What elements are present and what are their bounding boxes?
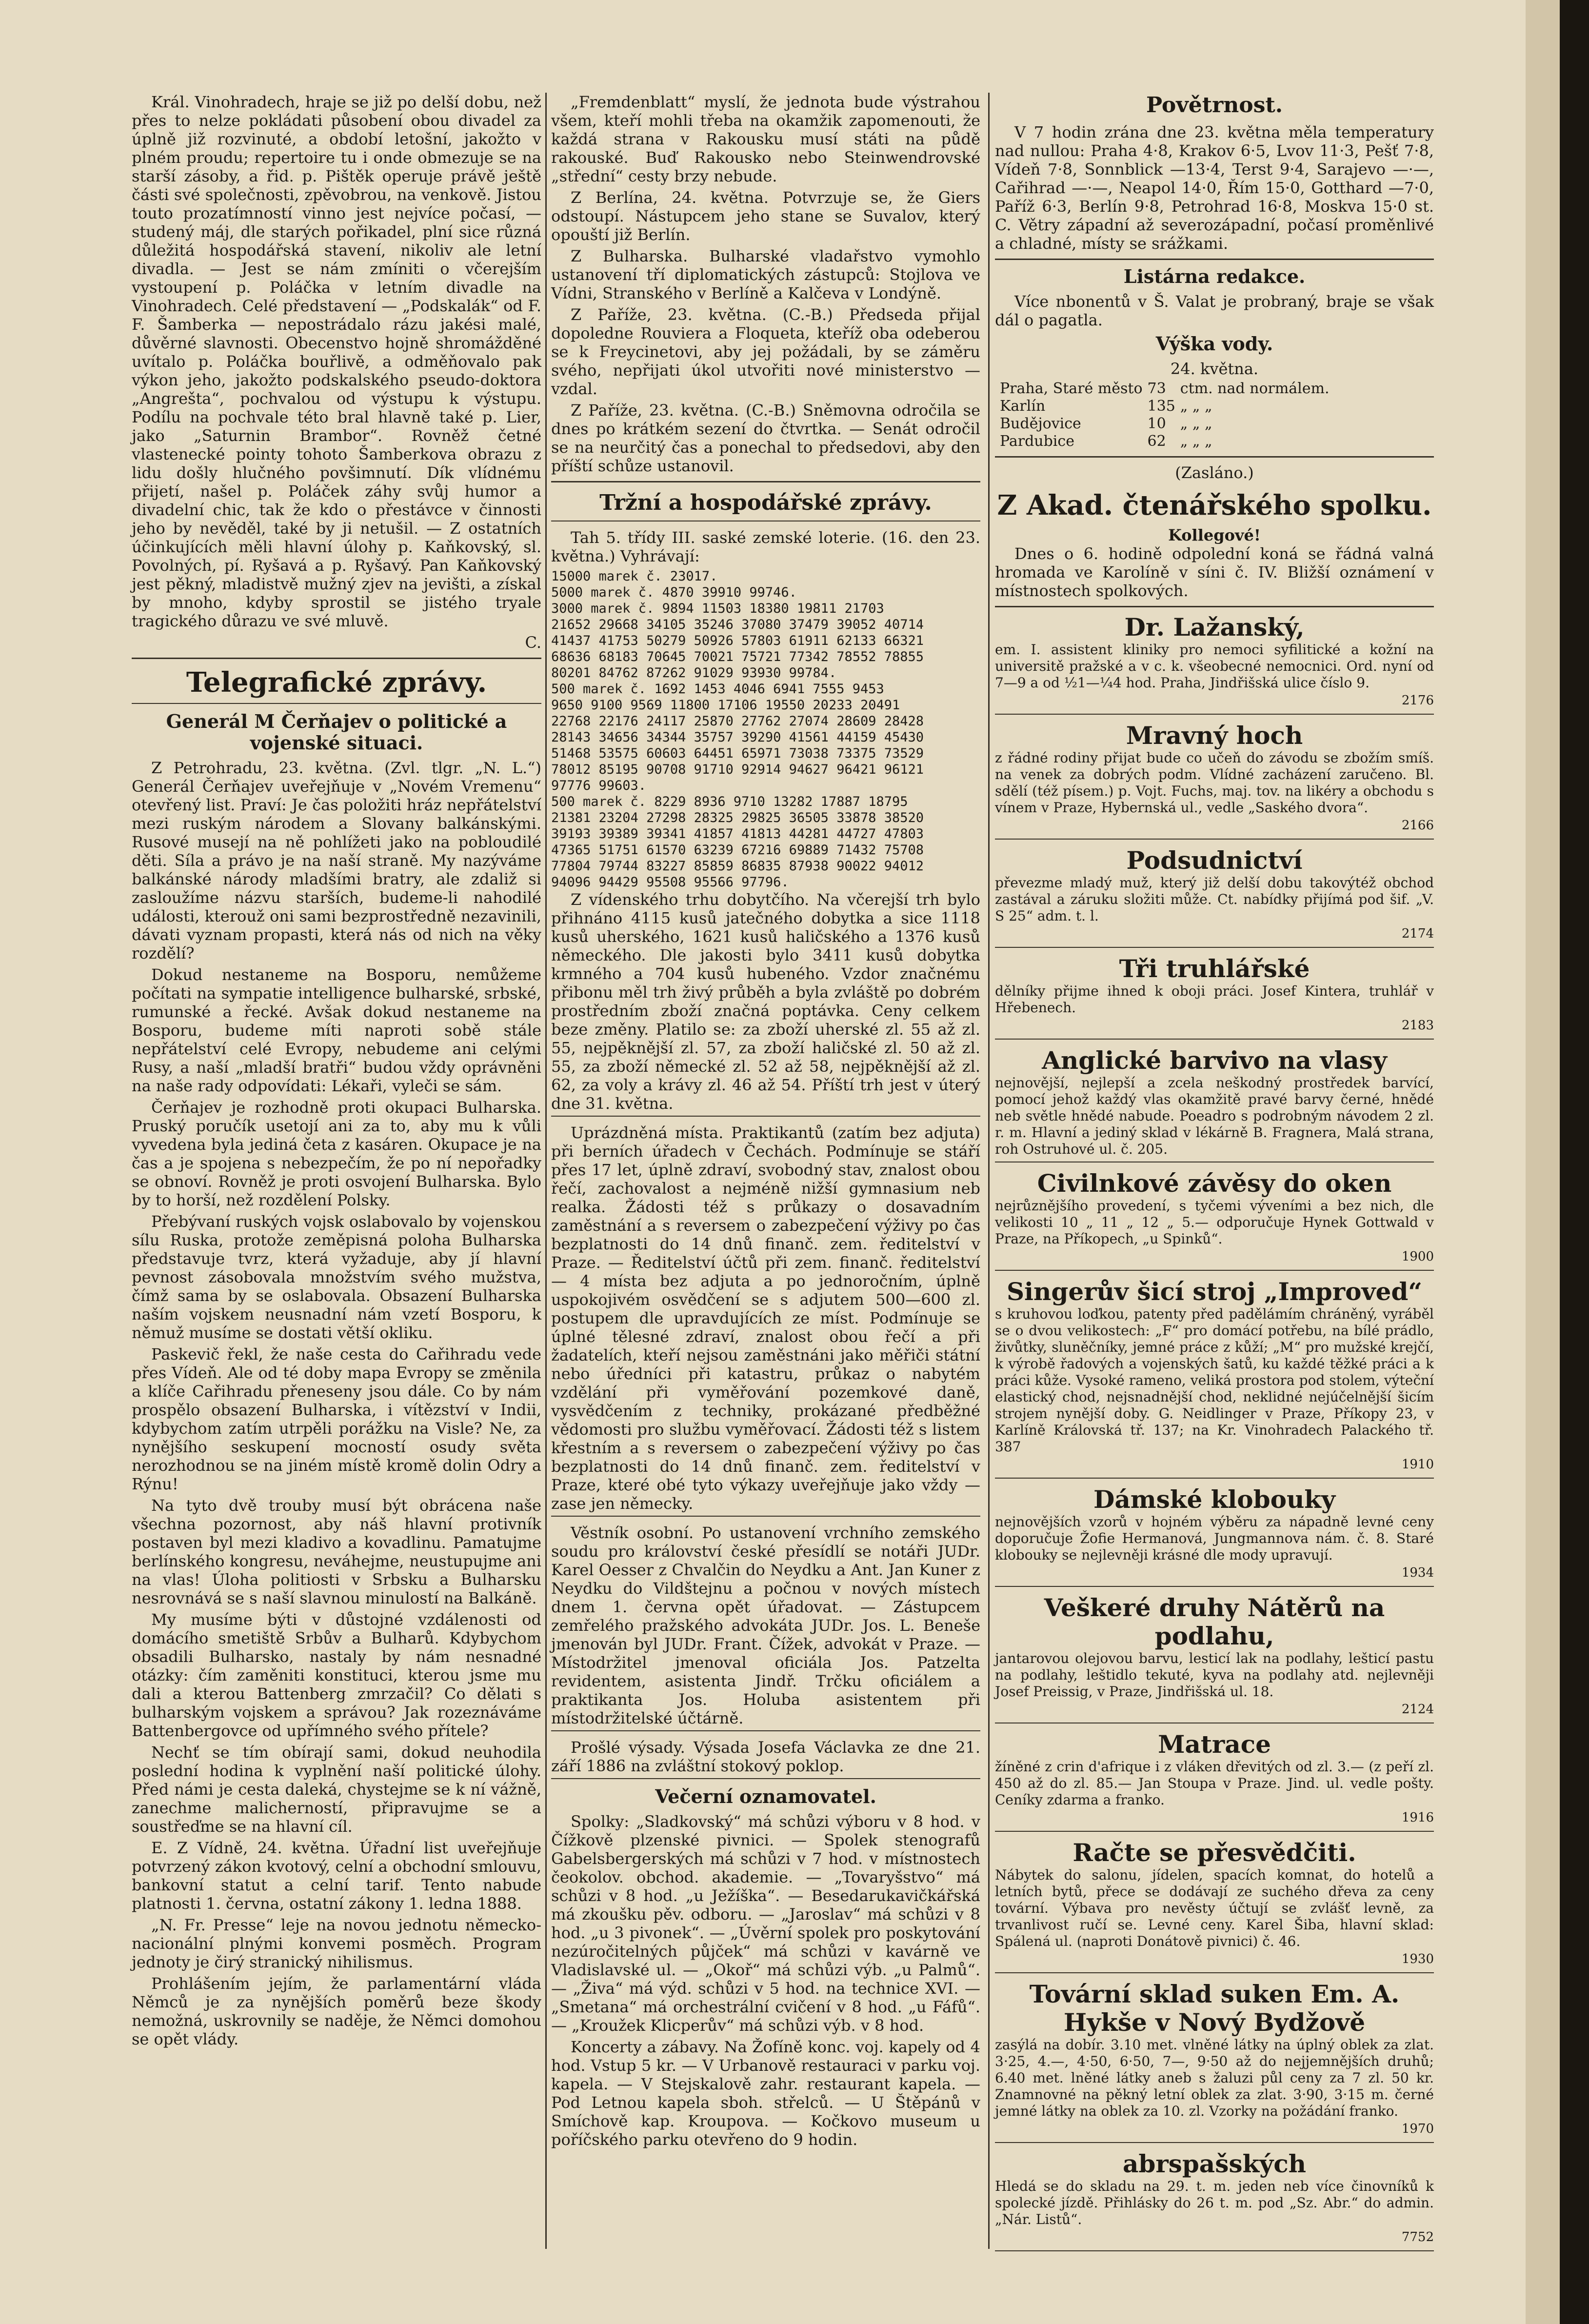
advertisement-text: nejnovějších vzorů v hojném výběru za nápadně levné ceny doporučuje Žofie Hermanová, Jungmannova nám. č. 8. Staré klobouky se nejlevněji krásné dle mody upravují. — [995, 1514, 1434, 1563]
advertisement-title: Dr. Lažanský, — [1124, 613, 1305, 641]
evening-paragraph: Koncerty a zábavy. Na Žofíně konc. voj. kapely od 4 hod. Vstup 5 kr. — V Urbanově restauraci v parku voj. kapela. — V Stejskalově zahr. restaurant kapela. — Pod Letnou kapela sboh. střelců. — U Štěpánů v Smíchově kap. Kroupova. — Kočkovo museum u poříčského parku otevřeno do 9 hodin. — [551, 2038, 980, 2149]
advertisement-number: 1900 — [1401, 1249, 1434, 1264]
advertisement — [995, 721, 1434, 835]
left-column — [132, 93, 541, 2051]
section-divider — [995, 1478, 1434, 1479]
lottery-line: 21652 29668 34105 35246 37080 37479 39052 40714 — [551, 617, 924, 632]
section-divider — [995, 714, 1434, 715]
lottery-line: 22768 22176 24117 25870 27762 27074 28609 28428 — [551, 714, 924, 729]
weather-report: V 7 hodin zrána dne 23. května měla temperatury nad nullou: Praha 4·8, Krakov 6·5, Lvov 11·3, Pešť 7·8, Vídeň 7·8, Sonnblick —13·4, Terst 9·4, Sarajevo —·—, Cařihrad —·—, Neapol 14·0, Řím 15·0, Gotthard —7·0, Paříž 6·3, Berlín 9·8, Petrohrad 16·8, Moskva 15·0 st. C. Větry západní až severozápadní, počasí proměnlivé a chladné, místy se srážkami. — [995, 123, 1434, 253]
section-divider — [132, 658, 541, 659]
advertisement — [995, 1594, 1434, 1719]
market-report: Z vídenského trhu dobytčího. Na včerejší trh bylo přihnáno 4115 kusů jatečného dobytka a sice 1118 kusů uherského, 1621 kusů haličského a 1376 kusů německého. Dle jakosti bylo 3411 kusů dobytka krmného a 704 kusů hubeného. Vzdor značnému přibonu měl trh živý průběh a byla zvláště po dobrém prostředním zboží značná poptávka. Ceny celkem beze změny. Platilo se: za zboží uherské zl. 55 až zl. 55, nejpěknější zl. 57, za zboží haličské zl. 50 až zl. 55, za zboží německé zl. 52 až 58, nejpěknější až zl. 62, za voly a krávy zl. 46 až 54. Příští trh jest v úterý dne 31. května. — [551, 890, 980, 1113]
section-divider — [551, 481, 980, 482]
lottery-line: 78012 85195 90708 91710 92914 94627 96421 96121 — [551, 762, 924, 777]
lottery-line: 21381 23204 27298 28325 29825 36505 33878 38520 — [551, 810, 924, 825]
section-divider — [995, 947, 1434, 948]
advertisement-text: em. I. assistent kliniky pro nemoci syfilitické a kožní na universitě pražské a v c. k. všeobecné nemocnici. Ord. nyní od 7—9 a od ½1—¼4 hod. Praha, Jindřišská ulice číslo 9. — [995, 641, 1434, 691]
market-heading: Tržní a hospodářské zprávy. — [599, 490, 932, 515]
telegraph-heading: Telegrafické zprávy. — [186, 666, 487, 699]
table-row: Budějovice 10 „ „ „ — [1000, 415, 1212, 432]
club-salutation: Kollegové! — [1168, 526, 1261, 544]
advertisements — [995, 613, 1434, 2251]
telegraph-paragraph: Nechť se tím obírají sami, dokud neuhodila poslední hodina k vyplnění naší politické úlohy. Před námi je cesta daleká, chystejme se k ní vážně, zanechme malicherností, připravujme se a soustřeďme se na hlavní cíl. — [132, 1743, 541, 1836]
middle-column — [551, 93, 980, 2152]
lottery-line: 500 marek č. 8229 8936 9710 13282 17887 18795 — [551, 794, 908, 809]
telegraph-paragraph: Prohlášením jejím, že parlamentární vláda Němců je za nynějších poměrů beze škody nemožná, uskrovnily se naděje, že Němci domohou se opět vlády. — [132, 1974, 541, 2048]
water-table — [1000, 380, 1334, 450]
evening-heading: Večerní oznamovatel. — [655, 1785, 876, 1807]
advertisement — [995, 1046, 1434, 1158]
section-divider — [995, 606, 1434, 607]
section-divider — [551, 1730, 980, 1731]
advertisement-number: 2174 — [1401, 926, 1434, 941]
vacancy-paragraph: Uprázdněná místa. Praktikantů (zatím bez adjuta) při berních úřadech v Čechách. Podmínuje se stáří přes 17 let, úplně zdraví, svobodný stav, znalost obou řečí, zachovalost a nejméně nižší gymnasium neb realka. Žádosti též s průkazy o dosavadním zaměstnání a s reversem o zabezpečení výživy po čas bezplatnosti do 14 dnů finanč. zem. ředitelství v Praze. — Ředitelství účtů při zem. finanč. ředitelství — 4 místa bez adjuta a po jednoročním, úplně uspokojivém osvědčení se s adjutem 500—600 zl. postupem dle upravdujících ze míst. Podmínuje se úplné tělesné zdraví, znalost obou řečí a při žadatelích, kteří nejsou zaměstnáni jako měřiči státní nebo úředníci při katastru, průkaz o nabytém vzdělání při vyměřování pozemkové daně, vysvědčením z techniky, prokázané předběžné vědomosti pro službu vyměřovací. Žádosti též s listem křestním a s reversem o zabezpečení výživy po čas bezplatnosti do 14 dnů finanč. zem. ředitelství v Praze, které obé tyto výkazy uveřejňuje jako vždy — zase jen německy. — [551, 1123, 980, 1513]
advertisement-title: Podsudnictví — [1126, 846, 1303, 875]
advertisement — [995, 1980, 1434, 2138]
water-heading: Výška vody. — [1155, 333, 1273, 355]
lottery-line: 97776 99603. — [551, 778, 647, 793]
advertisement-number: 2176 — [1401, 693, 1434, 708]
editor-heading: Listárna redakce. — [1123, 265, 1306, 287]
section-divider — [995, 1039, 1434, 1040]
advertisement-title: Tři truhlářské — [1119, 954, 1310, 983]
telegraph-paragraph: „N. Fr. Presse“ leje na novou jednotu německo-nacionální plnými konvemi posměch. Program jednoty je čirý stranický nihilismus. — [132, 1916, 541, 1971]
lottery-heading: Tah 5. třídy III. saské zemské loterie. (16. den 23. května.) Vyhrávají: — [551, 528, 980, 565]
advertisement — [995, 1730, 1434, 1827]
section-divider — [995, 839, 1434, 840]
advertisement-title: Račte se přesvědčiti. — [1073, 1838, 1356, 1867]
evening-paragraph: Spolky: „Sladkovský“ má schůzi výboru v 8 hod. v Čížkově plzenské pivnici. — Spolek stenografů Gabelsbergerských má schůzi v 7 hod. v místnostech čeokolov. obchod. akademie. — „Tovaryšstvo“ má schůzi v 8 hod. „u Ježíška“. — Besedarukavičkářská má zkoušku pěv. odboru. — „Jaroslav“ má schůzi v 8 hod. „u 3 pivonek“. — „Úvěrní spolek pro poskytování nezúročitelných půjček“ má schůzi v kavárně ve Vladislavské ul. — „Okoř“ má schůzi výb. „u Palmů“. — „Živa“ má výd. schůzi v 5 hod. na technice XVI. — „Smetana“ má orchestrální cvičení v 8 hod. „u Fáfů“. — „Kroužek Klicperův“ má schůzi výb. v 8 hod. — [551, 1812, 980, 2035]
section-divider — [995, 1586, 1434, 1587]
advertisement-text: Hledá se do skladu na 29. t. m. jeden neb více činovníků k spolecké jízdě. Přihlásky do 26 t. m. pod „Sz. Abr.“ do admin. „Nár. Listů“. — [995, 2178, 1434, 2227]
column-rule — [545, 93, 547, 2249]
club-notice: Dnes o 6. hodině odpolední koná se řádná valná hromada ve Karolíně v síni č. IV. Bližší oznámení v místnostech spolkových. — [995, 544, 1434, 600]
telegraph-paragraph: Přebývaní ruských vojsk oslabovalo by vojenskou sílu Ruska, protože zeměpisná poloha Bulharska představuje tvrz, která vyžaduje, aby jí hlavní pevnost zásobovala množstvím svého mužstva, čímž sama by se oslabovala. Obsazení Bulharska naším vojskem neusnadní nám vzetí Bosporu, k němuž musíme se dostati větší okliku. — [132, 1212, 541, 1342]
telegraph-paragraph: My musíme býti v důstojné vzdálenosti od domácího smetiště Srbův a Bulharů. Kdybychom obsadili Bulharsko, nastaly by nám nesnadné otázky: čím zaměniti konstituci, kterou jsme mu dali a kterou Battenberg zmrzačil? Co dělati s bulharským vojskem a správou? Jak rozeznáváme Battenbergovce od upřímného svého přítele? — [132, 1610, 541, 1740]
advertisement — [995, 2150, 1434, 2246]
column-rule — [988, 93, 990, 2249]
advertisement-number: 7752 — [1401, 2230, 1434, 2244]
section-divider — [551, 1116, 980, 1117]
scan-edge — [1526, 0, 1560, 2324]
advertisement-text: nejrůznějšího provedení, s tyčemi výveními a bez nich, dle velikosti 10 „ 11 „ 12 „ 5.— odporučuje Hynek Gottwald v Praze, na Příkopech, „u Spinků“. — [995, 1198, 1434, 1247]
staff-paragraph: Věstník osobní. Po ustanovení vrchního zemského soudu pro království české přesídlí se notáři JUDr. Karel Oesser z Chvalčin do Neydku a Ant. Jan Kuner z Neydku do Vildštejnu a počnou v nových místech dnem 1. června opět úřadovat. — Zástupcem zemřelého pražského advokáta JUDr. Jos. L. Beneše jmenován byl JUDr. Frant. Čížek, advokát v Praze. — Místodržitel jmenoval oficiála Jos. Patzelta revidentem, asistenta Jindř. Trčku oficiálem a praktikanta Jos. Holuba asistentem při místodržitelské účtárně. — [551, 1523, 980, 1727]
advertisement-number: 1910 — [1401, 1457, 1434, 1472]
advertisement-number: 1916 — [1401, 1810, 1434, 1825]
advertisement — [995, 1278, 1434, 1474]
zaslano-label: (Zasláno.) — [1175, 463, 1254, 482]
advertisement — [995, 955, 1434, 1035]
lottery-line: 39193 39389 39341 41857 41813 44281 44727 47803 — [551, 826, 924, 841]
advertisement — [995, 846, 1434, 943]
advertisement-number: 2183 — [1401, 1018, 1434, 1033]
lottery-line: 47365 51751 61570 63239 67216 69889 71432 75708 — [551, 842, 924, 858]
lottery-line: 28143 34656 34344 35757 39290 41561 44159 45430 — [551, 730, 924, 745]
scan-border — [1560, 0, 1589, 2324]
advertisement-title: abrspašských — [1122, 2149, 1306, 2178]
advertisement-number: 2166 — [1401, 818, 1434, 833]
telegraph-paragraph: Dokud nestaneme na Bosporu, nemůžeme počítati na sympatie intelligence bulharské, srbské, rumunské a řecké. Avšak dokud nestaneme na Bosporu, budeme míti naproti sobě stále nepřátelství celé Evropy, nebudeme ani celými Rusy, a naší „mladší bratři“ budou vždy oprávněni na naše rady odpovídati: Lékaři, vyleči se sám. — [132, 965, 541, 1095]
lottery-line: 41437 41753 50279 50926 57803 61911 62133 66321 — [551, 633, 924, 648]
advertisement-text: dělníky přijme ihned k oboji práci. Josef Kintera, truhlář v Hřebenech. — [995, 983, 1434, 1016]
advertisement-text: zasýlá na dobír. 3.10 met. vlněné látky na úplný oblek za zlat. 3·25, 4.—, 4·50, 6·50, 7—, 9·50 až do nejjemnějších druhů; 6.40 met. lněné látky aneb s žaluzi půl ceny za 7 zl. 50 kr. Znamnovné na pěkný letní oblek za zlat. 3·90, 3·15 m. černé jemné látky na oblek za 10. zl. Vzorky na požádání franko. — [995, 2037, 1434, 2119]
advertisement-number: 1970 — [1401, 2122, 1434, 2136]
advertisement-title: Dámské klobouky — [1093, 1485, 1336, 1514]
lottery-results — [551, 568, 980, 890]
advertisement — [995, 1169, 1434, 1266]
table-row: Pardubice 62 „ „ „ — [1000, 433, 1212, 450]
politics-paragraph: Z Bulharska. Bulharské vladařstvo vymohlo ustanovení tří diplomatických zástupců: Stojlova ve Vídni, Stranského v Berlíně a Kalčeva v Londýně. — [551, 247, 980, 302]
water-date: 24. května. — [1170, 360, 1259, 378]
advertisement-title: Anglické barvivo na vlasy — [1042, 1046, 1387, 1075]
advertisement-number: 1934 — [1401, 1565, 1434, 1580]
politics-paragraph: Z Paříže, 23. května. (C.-B.) Předseda přijal dopoledne Rouviera a Floqueta, kteříž oba odeberou se k Freycinetovi, aby jej požádali, by se záměru svého, nepřijati úkol utvořiti nové ministerstvo — vzdal. — [551, 305, 980, 398]
advertisement-title: Tovární sklad suken Em. A. Hykše v Nový Bydžově — [1029, 1980, 1400, 2037]
lottery-line: 68636 68183 70645 70021 75721 77342 78552 78855 — [551, 649, 924, 664]
advertisement-text: z řádné rodiny přijat bude co učeň do závodu se zbožím smíš. na venek za dobrých podm. Vlídné zacházení zaručeno. Bl. sdělí (též písem.) p. Vojt. Fuchs, maj. tov. na likéry a obchodu s vínem v Praze, Hybernská ul., vedle „Saského dvora“. — [995, 750, 1434, 816]
section-divider — [995, 1831, 1434, 1832]
lottery-line: 80201 84762 87262 91029 93930 99784. — [551, 665, 837, 681]
politics-paragraph: Z Paříže, 23. května. (C.-B.) Sněmovna odročila se dnes po krátkém sezení do čtvrtka. — Senát odročil se na neurčitý čas a ponechal to předsedovi, aby den příští schůze ustanovil. — [551, 401, 980, 475]
politics-paragraph: „Fremdenblatt“ myslí, že jednota bude výstrahou všem, kteří mohli třeba na okamžik zapomenouti, že každá strana v Rakousku musí státi na půdě rakouské. Buď Rakousko nebo Steinwendrovské „střední“ cesty brzy nebude. — [551, 93, 980, 185]
telegraph-paragraph: Čerňajev je rozhodně proti okupaci Bulharska. Pruský poručík usetojí ani za to, aby mu k vůli vyvedena byla jediná četa z kasáren. Okupace je na čas a je spojena s nebezpečím, že po ní nepořadky se obnoví. Rovněž je proti osvojení Bulharska. Bylo by to horší, než rozdělení Polsky. — [132, 1098, 541, 1209]
lottery-line: 9650 9100 9569 11800 17106 19550 20233 20491 — [551, 698, 900, 713]
theatre-signature: C. — [525, 633, 541, 652]
lottery-line: 3000 marek č. 9894 11503 18380 19811 21703 — [551, 601, 884, 616]
advertisement-text: žíněné z crin d'afrique i z vláken dřevitých od zl. 3.— (z peří zl. 450 až do zl. 85.— Jan Stoupa v Praze. Jind. ul. vedle pošty. Ceníky zdarma a franko. — [995, 1759, 1434, 1808]
theatre-report: Král. Vinohradech, hraje se již po delší dobu, než přes to nelze pokládati působení obou divadel za úplně již rozvinuté, a období letošní, jakožto v plném proudu; repertoire tu i onde obmezuje se na starší zásoby, a řid. p. Pištěk operuje právě ještě části své společnosti, zpěvobrou, na venkově. Jistou touto prozatímností vinno jest nejvíce počasí, — studený máj, dle starých pořikadel, plní sice různá důležitá hospodářská stavení, nikoliv ale letní divadla. — Jest se nám zmíniti o včerejším vystoupení p. Poláčka v letním divadle na Vinohradech. Celé představení — „Podskalák“ od F. F. Šamberka — nepostrádalo rázu jakési malé, důvěrné slavnosti. Obecenstvo hojně shromážděné uvítalo p. Poláčka bouřlivě, a odměňovalo pak výkon jeho, jakožto podskalského pseudo-doktora „Angrešta“, pochvalou od výstupu k výstupu. Podílu na pochvale této bral hlavně také p. Lier, jako „Saturnin Brambor“. Rovněž četné vlastenecké pointy tohoto Šamberkova obrazu z lidu došly hlučného povšimnutí. Dík vlídnému přijetí, našel p. Poláček záhy svůj humor a divadelní chic, tak že kdo o přestávce v činnosti jeho by nevěděl, také by ji netušil. — Z ostatních účinkujících měli hlavní úlohy p. Kaňkovský, sl. Povolných, pí. Ryšavá a p. Ryšavý. Pan Kaňkovský jest pěkný, mladistvě mužný zjev na jevišti, a získal by mnoho, kdyby sprostil se jistého tryale tragického důrazu ve své mluvě. — [132, 93, 541, 630]
lottery-line: 15000 marek č. 23017. — [551, 569, 718, 584]
lottery-line: 51468 53575 60603 64451 65971 73038 73375 73529 — [551, 746, 924, 761]
politics-paragraph: Z Berlína, 24. května. Potvrzuje se, že Giers odstoupí. Nástupcem jeho stane se Suvalov, který opouští již Berlín. — [551, 188, 980, 244]
weather-heading: Povětrnost. — [1146, 93, 1283, 118]
editor-note: Více nbonentů v Š. Valat je probraný, braje se však dál o pagatla. — [995, 292, 1434, 329]
telegraph-subheading: Generál M Čerňajev o politické a vojenské situaci. — [166, 710, 507, 754]
advertisement-number: 1930 — [1401, 1952, 1434, 1966]
advertisement-text: nejnovější, nejlepší a zcela neškodný prostředek barvící, pomocí jehož každý vlas okamžitě pravé barvy černé, hnědé neb světle hnědé nabude. Poeadro s podrobným návodem 2 zl. r. m. Hlavní a jediný sklad v lékárně B. Fragnera, Malá strana, roh Ostruhové ul. č. 205. — [995, 1075, 1434, 1157]
advertisement-text: převezme mladý muž, který již delší dobu takovýtéž obchod zastával a záruku složiti může. Ct. nabídky přijímá pod šif. „V. S 25“ adm. t. l. — [995, 875, 1434, 924]
lottery-line: 77804 79744 83227 85859 86835 87938 90022 94012 — [551, 859, 924, 874]
advertisement-number: 2124 — [1401, 1702, 1434, 1717]
right-column — [995, 93, 1434, 2258]
section-divider — [995, 259, 1434, 260]
advertisement-title: Singerův šicí stroj „Improved“ — [1006, 1277, 1423, 1306]
advertisement — [995, 1485, 1434, 1582]
telegraph-paragraph: Paskevič řekl, že naše cesta do Cařihradu vede přes Vídeň. Ale od té doby mapa Evropy se změnila a klíče Cařihradu přeneseny jsou dále. Co by nám prospělo obsazení Bulharska, i vítězství v Indii, kdybychom zatím utrpěli porážku na Visle? Ne, za nynějšího seskupení mocností osudy světa nerozhodnou se na jiném místě kromě dolin Odry a Rýnu! — [132, 1345, 541, 1493]
advertisement — [995, 1839, 1434, 1968]
section-divider — [551, 1516, 980, 1517]
advertisement-title: Civilnkové závěsy do oken — [1037, 1169, 1392, 1198]
lapsed-paragraph: Prošlé výsady. Výsada Josefa Václavka ze dne 21. září 1886 na zvláštní stokový poklop. — [551, 1738, 980, 1775]
section-divider — [995, 2250, 1434, 2251]
lottery-line: 500 marek č. 1692 1453 4046 6941 7555 9453 — [551, 681, 884, 697]
table-row: Praha, Staré město 73 ctm. nad normálem. — [1000, 380, 1330, 397]
telegraph-paragraph: Na tyto dvě trouby musí být obrácena naše všechna pozornost, aby náš hlavní protivník postaven byl mezi kladivo a kovadlinu. Pamatujme berlínského kongresu, neváhejme, neustupujme ani na vlas! Úloha politiosti v Srbsku a Bulharsku nesrovnává se s naší slavnou minulostí na Balkáně. — [132, 1496, 541, 1607]
section-divider — [995, 456, 1434, 458]
lottery-line: 94096 94429 95508 95566 97796. — [551, 875, 789, 890]
advertisement-title: Veškeré druhy Nátěrů na podlahu, — [1044, 1593, 1385, 1650]
telegraph-paragraph: Z Petrohradu, 23. května. (Zvl. tlgr. „N. L.“) Generál Čerňajev uveřejňuje v „Novém Vremenu“ otevřený list. Praví: Je čas položiti hráz nepřátelství mezi ruským národem a Slovany balkánskými. Rusové musejí na ně pohlížeti jako na pobloudilé děti. Síla a právo je na naší straně. My nazýváme balkánské národy mladšími bratry, ale zdaliž si zasloužíme názvu starších, budeme-li nahodilé události, kterouž oni sami bezprostředně nezavinili, dávati vyznam propasti, která nás od nich na věky rozdělí? — [132, 759, 541, 962]
telegraph-paragraph: E. Z Vídně, 24. května. Úřadní list uveřejňuje potvrzený zákon kvotový, celní a obchodní smlouvu, bankovní statut a celní tarif. Tento nabude platnosti 1. června, ostatní zákony 1. ledna 1888. — [132, 1839, 541, 1913]
lottery-line: 5000 marek č. 4870 39910 99746. — [551, 585, 797, 600]
section-divider — [995, 2142, 1434, 2143]
advertisement-title: Mravný hoch — [1126, 721, 1303, 750]
advertisement-text: Nábytek do salonu, jídelen, spacích komnat, do hotelů a letních bytů, přece se dodávají ze suchého dřeva za ceny tovární. Výbava pro nevěsty účtují se zvlášť levně, za trvanlivost ručí se. Levné ceny. Karel Šiba, hlavní sklad: Spálená ul. (naproti Donátově pivnici) č. 46. — [995, 1867, 1434, 1949]
advertisement-text: s kruhovou loďkou, patenty před padělámím chráněný, vyráběl se o dvou velikostech: „F“ pro domácí potřebu, na bílé prádlo, živůtky, sluněčníky, jemné práce z kůží; „M“ pro mužské krejčí, k výrobě řadových a vojenských šatů, ku každé těžké práci a k práci kůže. Vysoké rameno, veliká prostora pod stolem, výteční elastický chod, nejsnadnější chod, neklidné nejúčelnější šicím strojem nynější doby. G. Neidlinger v Praze, Příkopy 23, v Karlíně Královská tř. 137; na Kr. Vinohradech Palackého tř. 387 — [995, 1306, 1434, 1455]
section-divider — [995, 1270, 1434, 1271]
section-divider — [132, 703, 541, 704]
section-divider — [995, 1972, 1434, 1973]
advertisement-text: jantarovou olejovou barvu, lesticí lak na podlahy, lešticí pastu na podlahy, leštidlo tekuté, kyva na podlahy atd. nejlevněji Josef Preissig, v Praze, Jindřišská ul. 18. — [995, 1650, 1434, 1700]
table-row: Karlín 135 „ „ „ — [1000, 398, 1212, 415]
club-heading: Z Akad. čtenářského spolku. — [997, 489, 1432, 521]
advertisement — [995, 613, 1434, 710]
section-divider — [551, 1778, 980, 1779]
advertisement-title: Matrace — [1158, 1730, 1271, 1759]
